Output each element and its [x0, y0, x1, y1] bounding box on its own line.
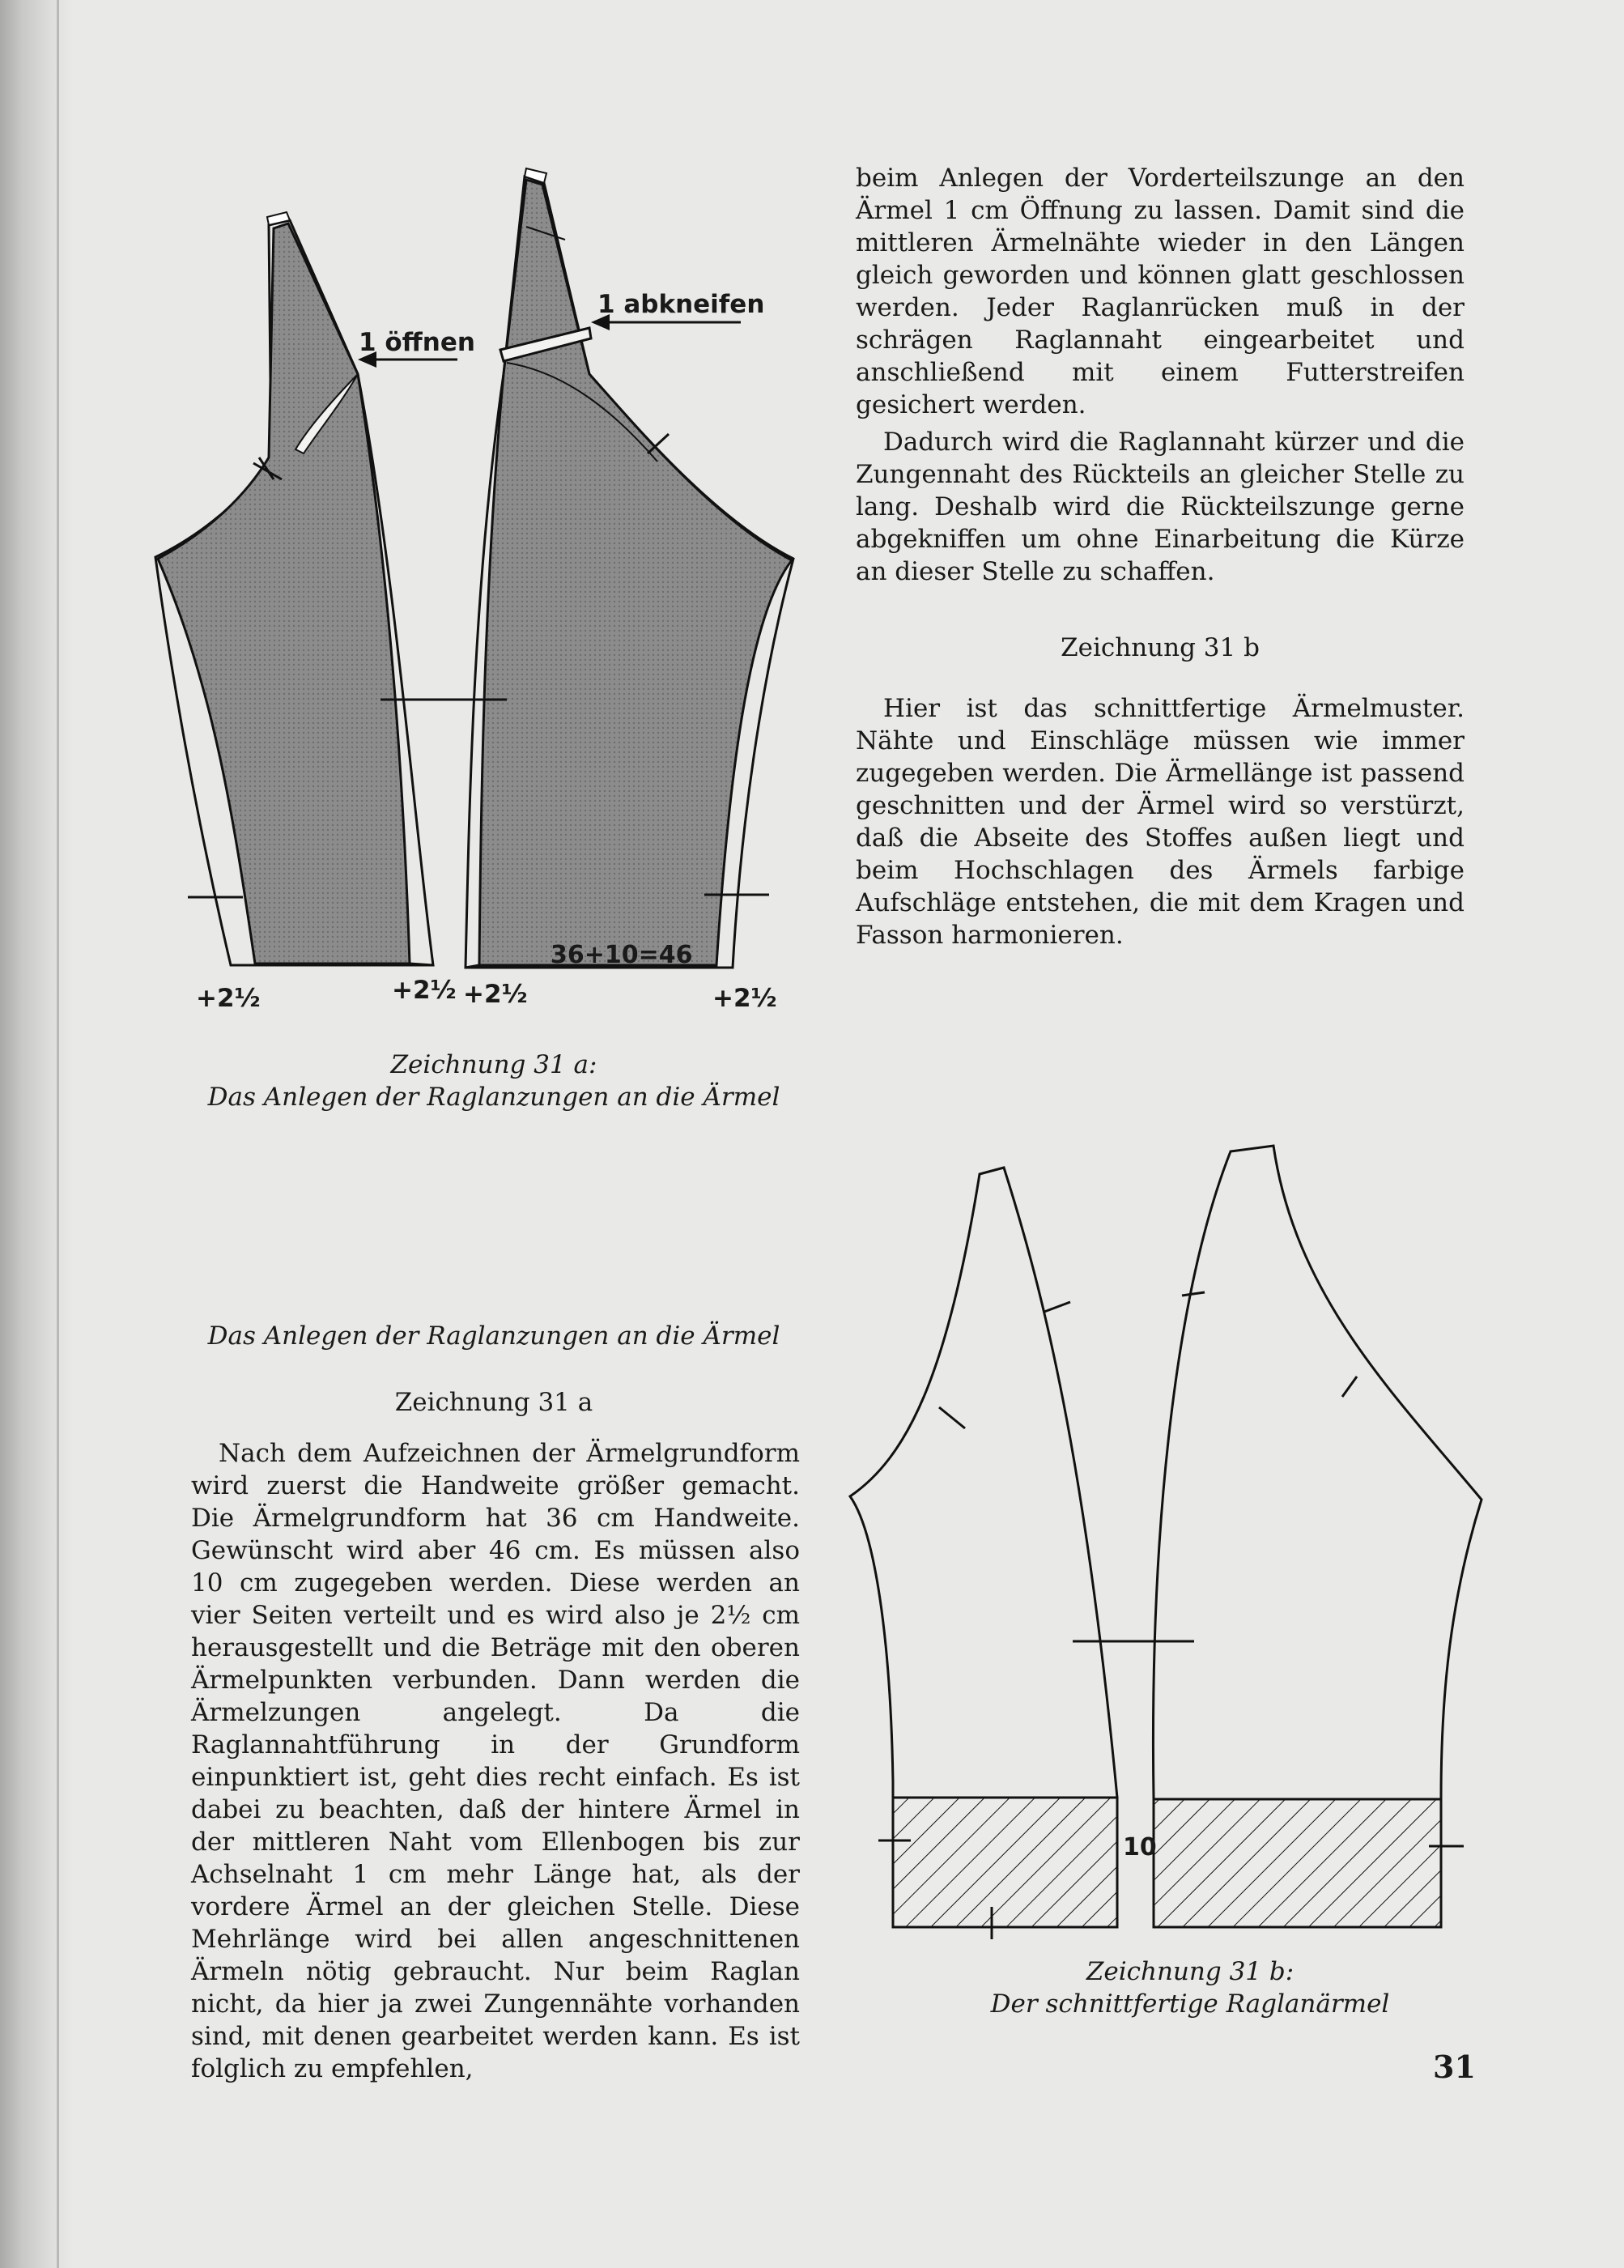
drawing-31b-paragraph: Hier ist das schnittfertige Ärmelmuster. Nähte und Einschläge müssen wie immer zugegeben werden. Die Ärmellänge ist passend geschnitten und der Ärmel wird so verstürzt, daß die Abseite des Stoffes außen liegt und beim Hochschlagen des Ärmels farbige Aufschläge entstehen, die mit dem Kragen und Fasson harmonieren. — [856, 694, 1465, 950]
label-add-3: +2½ — [463, 980, 528, 1009]
drawing-31b-text — [856, 692, 1465, 951]
figure-31a-caption-line2: Das Anlegen der Raglanzungen an die Ärmel — [207, 1083, 780, 1112]
right-paragraph-2: Dadurch wird die Raglannaht kürzer und die Zungennaht des Rückteils an gleicher Stelle zu lang. Deshalb wird die Rückteilszunge gerne abgekniffen um ohne Einarbeitung die Kürze an dieser Stelle zu schaffen. — [856, 428, 1465, 586]
front-cuff-hatch — [893, 1798, 1117, 1927]
left-section-paragraph: Nach dem Aufzeichnen der Ärmelgrundform wird zuerst die Handweite größer gemacht. Die Ärmelgrundform hat 36 cm Handweite. Gewünscht wird aber 46 cm. Es müssen also 10 cm zugegeben werden. Diese werden an vier Seiten verteilt und es wird also je 2½ cm herausgestellt und die Beträge mit den oberen Ärmelpunkten verbunden. Dann werden die Ärmelzungen angelegt. Da die Raglannahtführung in der Grundform einpunktiert ist, geht dies recht einfach. Es ist dabei zu beachten, daß der hintere Ärmel in der mittleren Naht vom Ellenbogen bis zur Achselnaht 1 cm mehr Länge hat, als der vordere Ärmel an der gleichen Stelle. Diese Mehrlänge wird bei allen angeschnittenen Ärmeln nötig gebraucht. Nur beim Raglan nicht, da hier ja zwei Zungennähte vorhanden sind, mit denen gearbeitet werden kann. Es ist folglich zu empfehlen, — [191, 1439, 800, 2083]
back-mark-1 — [1182, 1292, 1205, 1296]
right-column-top — [856, 162, 1465, 588]
label-width: 36+10=46 — [551, 941, 693, 969]
figure-31a-caption — [186, 1049, 801, 1113]
label-pinch: 1 abkneifen — [597, 290, 765, 319]
left-section-text — [191, 1437, 800, 2085]
front-mark-1 — [1044, 1302, 1070, 1312]
front-inner-edge — [410, 964, 433, 965]
page-number: 31 — [1433, 2049, 1476, 2085]
label-add-4: +2½ — [712, 984, 777, 1013]
drawing-31b-heading: Zeichnung 31 b — [1061, 633, 1260, 662]
back-cuff-hatch — [1154, 1799, 1441, 1927]
figure-31a-caption-line1: Zeichnung 31 a: — [390, 1050, 597, 1079]
label-add-1: +2½ — [196, 984, 261, 1013]
book-spine-shadow — [0, 0, 73, 2268]
figure-31b-caption-line1: Zeichnung 31 b: — [1086, 1957, 1295, 1986]
label-add-2: +2½ — [392, 976, 457, 1005]
label-cuff: 10 — [1123, 1833, 1157, 1862]
figure-31b-drawing — [842, 1134, 1506, 1951]
right-paragraph-1: beim Anlegen der Vorderteilszunge an den Ärmel 1 cm Öffnung zu lassen. Damit sind die mittleren Ärmelnähte wieder in den Längen gleich geworden und können glatt geschlossen werden. Jeder Raglanrücken muß in der schrägen Raglannaht eingearbeitet und anschließend mit einem Futterstreifen gesichert werden. — [856, 164, 1465, 419]
back-mark-2 — [1342, 1377, 1357, 1397]
left-section-title: Das Anlegen der Raglanzungen an die Ärmel — [207, 1321, 780, 1351]
label-open: 1 öffnen — [359, 328, 475, 357]
figure-31b-caption-line2: Der schnittfertige Raglanärmel — [990, 1989, 1390, 2019]
front-mark-2 — [939, 1407, 965, 1428]
gutter-line — [57, 0, 59, 2268]
figure-31b-caption — [923, 1955, 1457, 2020]
left-section-heading: Zeichnung 31 a — [394, 1388, 593, 1417]
